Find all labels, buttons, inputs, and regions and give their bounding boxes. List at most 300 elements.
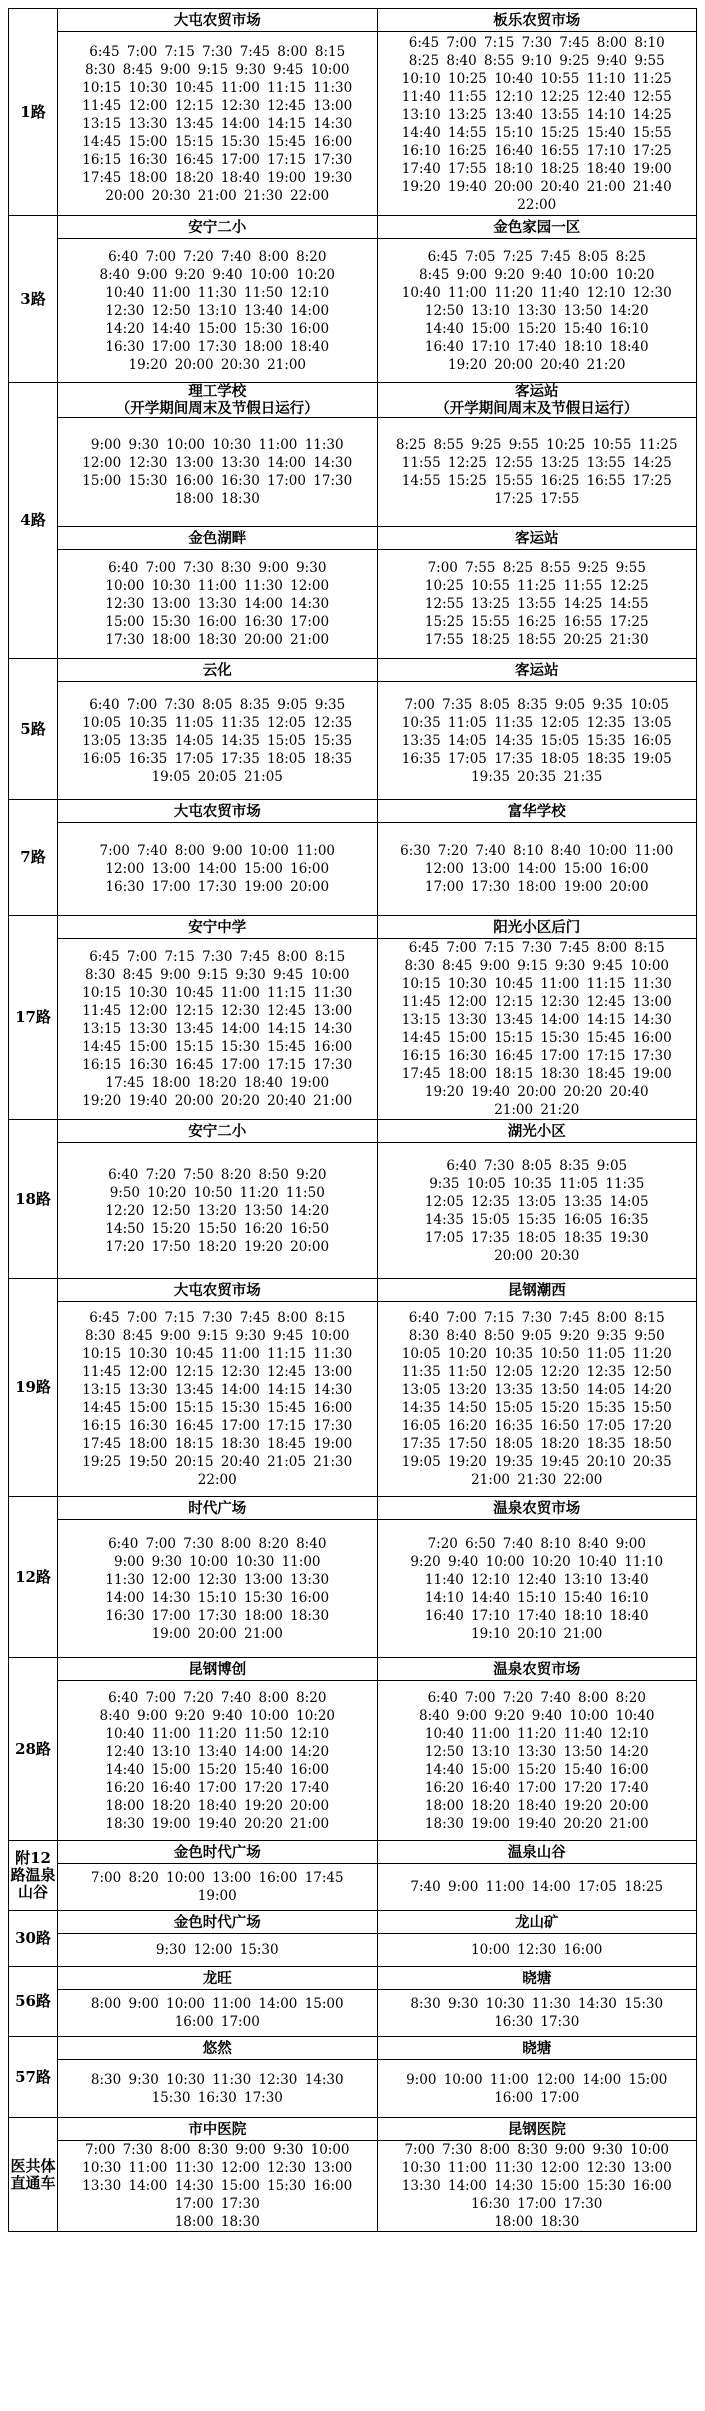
time-line: 13:15 13:30 13:45 14:00 14:15 14:30 (82, 115, 353, 132)
time-line: 18:00 18:30 (494, 2214, 580, 2230)
route-times-row (9, 239, 697, 383)
time-line: 18:00 18:30 (174, 491, 260, 507)
route-stop-row (9, 1497, 697, 1520)
time-line: 9:30 12:00 15:30 (155, 1942, 279, 1958)
route-label-4: 4路 (9, 383, 58, 659)
route-stop-row (9, 2037, 697, 2060)
route-label-f12: 附12路温泉山谷 (9, 1841, 58, 1911)
time-line: 7:00 7:30 8:00 8:30 9:00 9:30 10:00 (404, 2142, 670, 2158)
route-times-row (9, 1681, 697, 1841)
time-line: 16:15 16:30 16:45 17:00 17:15 17:30 (401, 1048, 672, 1064)
stop-name: 金色时代广场 (173, 1913, 261, 1931)
time-line: 11:30 12:00 12:30 13:00 13:30 (105, 1571, 330, 1588)
time-line: 6:45 7:00 7:15 7:30 7:45 8:00 8:15 (89, 949, 346, 965)
stop-name: 昆钢潮西 (507, 1281, 566, 1299)
time-line: 14:40 14:55 15:10 15:25 15:40 15:55 (401, 124, 672, 141)
time-line: 15:00 15:30 16:00 16:30 17:00 (105, 614, 330, 630)
time-line: 8:25 8:40 8:55 9:10 9:25 9:40 9:55 (408, 52, 665, 69)
route-stop-row (9, 800, 697, 823)
time-line: 17:00 17:30 (174, 2196, 260, 2212)
route-times-row (9, 939, 697, 1120)
time-line: 19:20 19:40 20:00 20:20 20:40 (424, 1084, 649, 1100)
time-line: 6:45 7:00 7:15 7:30 7:45 8:00 8:15 (89, 43, 346, 60)
departure-times-right (377, 682, 697, 800)
stop-name: 大屯农贸市场 (173, 11, 261, 29)
departure-times-left (58, 1520, 378, 1658)
route-times-row (9, 32, 697, 216)
time-line: 13:15 13:30 13:45 14:00 14:15 14:30 (82, 1382, 353, 1398)
time-line: 17:25 17:55 (494, 491, 580, 507)
stop-name-right (377, 2037, 697, 2060)
time-line: 20:00 20:30 (494, 1247, 580, 1264)
route-stop-row (9, 527, 697, 550)
time-line: 16:15 16:30 16:45 17:00 17:15 17:30 (82, 1057, 353, 1073)
stop-name: 客运站 (515, 383, 559, 400)
operation-note: （开学期间周末及节假日运行） (115, 400, 319, 417)
stop-name: 湖光小区 (507, 1122, 566, 1140)
time-line: 12:05 12:35 13:05 13:35 14:05 (424, 1193, 649, 1210)
time-line: 8:40 9:00 9:20 9:40 10:00 10:20 (99, 1707, 336, 1724)
route-times-row (9, 1302, 697, 1497)
time-line: 14:35 15:05 15:35 16:05 16:35 (424, 1211, 649, 1228)
route-times-row (9, 1990, 697, 2037)
stop-name: 理工学校 (188, 383, 247, 400)
route-stop-row (9, 1967, 697, 1990)
time-line: 13:05 13:20 13:35 13:50 14:05 14:20 (401, 1382, 672, 1398)
time-line: 17:05 17:35 18:05 18:35 19:30 (424, 1229, 649, 1246)
time-line: 16:40 17:10 17:40 18:10 18:40 (424, 338, 649, 355)
stop-name-right (377, 216, 697, 239)
time-line: 9:50 10:20 10:50 11:20 11:50 (109, 1184, 325, 1201)
departure-times-left (58, 2141, 378, 2232)
route-label-57: 57路 (9, 2037, 58, 2118)
time-line: 13:15 13:30 13:45 14:00 14:15 14:30 (82, 1021, 353, 1037)
route-times-row (9, 2141, 697, 2232)
time-line: 16:20 16:40 17:00 17:20 17:40 (105, 1779, 330, 1796)
time-line: 13:15 13:30 13:45 14:00 14:15 14:30 (401, 1012, 672, 1028)
departure-times-left (58, 1934, 378, 1967)
time-line: 8:30 8:45 9:00 9:15 9:30 9:45 10:00 (404, 958, 670, 974)
time-line: 10:40 11:00 11:30 11:50 12:10 (105, 284, 330, 301)
route-label-7: 7路 (9, 800, 58, 916)
time-line: 10:40 11:00 11:20 11:50 12:10 (105, 1725, 330, 1742)
stop-name-left (58, 1279, 378, 1302)
route-label-1: 1路 (9, 9, 58, 216)
stop-name: 晓塘 (522, 2039, 552, 2057)
time-line: 6:40 7:00 7:20 7:40 8:00 8:20 (108, 1689, 327, 1706)
time-line: 19:10 20:10 21:00 (471, 1625, 603, 1642)
time-line: 12:50 13:10 13:30 13:50 14:20 (424, 302, 649, 319)
stop-name: 晓塘 (522, 1969, 552, 1987)
stop-name: 阳光小区后门 (493, 918, 581, 936)
time-line: 14:45 15:00 15:15 15:30 15:45 16:00 (82, 1400, 353, 1416)
time-line: 10:15 10:30 10:45 11:00 11:15 11:30 (401, 976, 672, 992)
time-line: 10:40 11:00 11:20 11:40 12:10 (424, 1725, 649, 1742)
time-line: 17:40 17:55 18:10 18:25 18:40 19:00 (401, 160, 672, 177)
time-line: 8:00 9:00 10:00 11:00 14:00 15:00 (90, 1996, 344, 2012)
stop-name: 昆钢博创 (188, 1660, 247, 1678)
stop-name-left (58, 1497, 378, 1520)
time-line: 8:40 9:00 9:20 9:40 10:00 10:20 (99, 266, 336, 283)
time-line: 17:45 18:00 18:20 18:40 19:00 (105, 1075, 330, 1091)
route-stop-row (9, 2118, 697, 2141)
time-line: 12:00 12:30 13:00 13:30 14:00 14:30 (82, 455, 353, 471)
route-times-row (9, 1864, 697, 1911)
time-line: 22:00 (517, 196, 557, 213)
time-line: 16:20 16:40 17:00 17:20 17:40 (424, 1779, 649, 1796)
time-line: 9:00 10:00 11:00 12:00 14:00 15:00 (406, 2071, 668, 2088)
time-line: 7:00 8:20 10:00 13:00 16:00 17:45 (90, 1870, 344, 1886)
time-line: 6:45 7:05 7:25 7:45 8:05 8:25 (427, 248, 646, 265)
departure-times-left (58, 32, 378, 216)
route-stop-row (9, 1841, 697, 1864)
time-line: 10:25 10:55 11:25 11:55 12:25 (424, 578, 649, 594)
stop-name: 龙山矿 (515, 1913, 559, 1931)
route-label-18: 18路 (9, 1120, 58, 1279)
time-line: 19:20 19:40 20:00 20:20 20:40 21:00 (82, 1093, 353, 1109)
route-label-3: 3路 (9, 216, 58, 383)
time-line: 16:30 17:30 (494, 2014, 580, 2030)
time-line: 17:45 18:00 18:15 18:30 18:45 19:00 (401, 1066, 672, 1082)
route-times-row (9, 1934, 697, 1967)
time-line: 16:10 16:25 16:40 16:55 17:10 17:25 (401, 142, 672, 159)
time-line: 15:00 15:30 16:00 16:30 17:00 17:30 (82, 473, 353, 489)
stop-name-left (58, 1967, 378, 1990)
time-line: 10:00 12:30 16:00 (471, 1942, 603, 1958)
stop-name-left (58, 9, 378, 32)
time-line: 18:00 18:20 18:40 19:20 20:00 (424, 1797, 649, 1814)
departure-times-right (377, 939, 697, 1120)
stop-name: 客运站 (515, 529, 559, 547)
route-times-row (9, 1143, 697, 1279)
time-line: 10:35 11:05 11:35 12:05 12:35 13:05 (401, 714, 672, 731)
time-line: 6:40 7:00 7:30 8:30 9:00 9:30 (108, 560, 327, 576)
time-line: 16:15 16:30 16:45 17:00 17:15 17:30 (82, 1418, 353, 1434)
time-line: 7:00 7:55 8:25 8:55 9:25 9:55 (427, 560, 646, 576)
stop-name-right (377, 1658, 697, 1681)
time-line: 18:30 19:00 19:40 20:20 21:00 (105, 1815, 330, 1832)
stop-name-left (58, 1120, 378, 1143)
time-line: 13:35 14:05 14:35 15:05 15:35 16:05 (401, 732, 672, 749)
departure-times-left (58, 823, 378, 916)
departure-times-left (58, 2060, 378, 2118)
time-line: 13:05 13:35 14:05 14:35 15:05 15:35 (82, 732, 353, 749)
departure-times-left (58, 1864, 378, 1911)
time-line: 16:05 16:35 17:05 17:35 18:05 18:35 (82, 750, 353, 767)
time-line: 14:40 15:00 15:20 15:40 16:00 (105, 1761, 330, 1778)
departure-times-right (377, 1990, 697, 2037)
time-line: 17:45 18:00 18:20 18:40 19:00 19:30 (82, 169, 353, 186)
route-stop-row (9, 383, 697, 418)
time-line: 14:00 14:30 15:10 15:30 16:00 (105, 1589, 330, 1606)
time-line: 22:00 (197, 1472, 237, 1488)
route-stop-row (9, 1911, 697, 1934)
time-line: 7:40 9:00 11:00 14:00 17:05 18:25 (410, 1879, 664, 1895)
departure-times-right (377, 2060, 697, 2118)
stop-name: 温泉农贸市场 (493, 1499, 581, 1517)
stop-name-left (58, 216, 378, 239)
time-line: 11:45 12:00 12:15 12:30 12:45 13:00 (401, 994, 672, 1010)
time-line: 12:30 13:00 13:30 14:00 14:30 (105, 596, 330, 612)
time-line: 10:40 11:00 11:20 11:40 12:10 12:30 (401, 284, 672, 301)
time-line: 10:15 10:30 10:45 11:00 11:15 11:30 (82, 985, 353, 1001)
departure-times-right (377, 1302, 697, 1497)
time-line: 10:10 10:25 10:40 10:55 11:10 11:25 (401, 70, 672, 87)
time-line: 12:00 13:00 14:00 15:00 16:00 (424, 861, 649, 877)
time-line: 6:45 7:00 7:15 7:30 7:45 8:00 8:15 (89, 1310, 346, 1326)
time-line: 15:30 16:30 17:30 (151, 2089, 283, 2106)
time-line: 11:45 12:00 12:15 12:30 12:45 13:00 (82, 1364, 353, 1380)
stop-name-left (58, 1841, 378, 1864)
stop-name: 时代广场 (188, 1499, 247, 1517)
stop-name: 安宁二小 (188, 1122, 247, 1140)
time-line: 14:45 15:00 15:15 15:30 15:45 16:00 (82, 133, 353, 150)
time-line: 6:40 7:00 7:30 8:05 8:35 9:05 9:35 (89, 696, 346, 713)
stop-name: 富华学校 (507, 802, 566, 820)
stop-name: 金色家园一区 (493, 218, 581, 236)
time-line: 14:50 15:20 15:50 16:20 16:50 (105, 1220, 330, 1237)
time-line: 16:15 16:30 16:45 17:00 17:15 17:30 (82, 151, 353, 168)
time-line: 14:45 15:00 15:15 15:30 15:45 16:00 (401, 1030, 672, 1046)
route-stop-row (9, 916, 697, 939)
time-line: 9:00 9:30 10:00 10:30 11:00 (113, 1553, 321, 1570)
departure-times-left (58, 550, 378, 659)
time-line: 12:30 12:50 13:10 13:40 14:00 (105, 302, 330, 319)
time-line: 19:20 20:00 20:30 21:00 (128, 356, 306, 373)
stop-name: 板乐农贸市场 (493, 11, 581, 29)
time-line: 10:05 10:35 11:05 11:35 12:05 12:35 (82, 714, 353, 731)
time-line: 17:35 17:50 18:05 18:20 18:35 18:50 (401, 1436, 672, 1452)
stop-name-right (377, 1497, 697, 1520)
time-line: 11:55 12:25 12:55 13:25 13:55 14:25 (401, 455, 672, 471)
time-line: 10:00 10:30 11:00 11:30 12:00 (105, 578, 330, 594)
time-line: 6:40 7:00 7:20 7:40 8:00 8:20 (108, 248, 327, 265)
time-line: 8:30 9:30 10:30 11:30 12:30 14:30 (90, 2071, 344, 2088)
time-line: 14:20 14:40 15:00 15:30 16:00 (105, 320, 330, 337)
time-line: 17:30 18:00 18:30 20:00 21:00 (105, 632, 330, 648)
time-line: 16:30 17:00 17:30 (471, 2196, 603, 2212)
time-line: 16:30 17:00 17:30 18:00 18:40 (105, 338, 330, 355)
route-stop-row (9, 9, 697, 32)
stop-name-right (377, 916, 697, 939)
route-stop-row (9, 216, 697, 239)
departure-times-right (377, 239, 697, 383)
departure-times-left (58, 1143, 378, 1279)
time-line: 21:00 21:30 22:00 (471, 1472, 603, 1488)
departure-times-right (377, 823, 697, 916)
departure-times-right (377, 1520, 697, 1658)
time-line: 7:00 7:30 8:00 8:30 9:00 9:30 10:00 (84, 2142, 350, 2158)
departure-times-left (58, 1681, 378, 1841)
stop-name: 安宁中学 (188, 918, 247, 936)
stop-name-right (377, 1279, 697, 1302)
departure-times-right (377, 1864, 697, 1911)
time-line: 10:30 11:00 11:30 12:00 12:30 13:00 (401, 2160, 672, 2176)
stop-name-left (58, 1911, 378, 1934)
time-line: 8:30 9:30 10:30 11:30 14:30 15:30 (410, 1996, 664, 2012)
operation-note: （开学期间周末及节假日运行） (435, 400, 639, 417)
route-label-19: 19路 (9, 1279, 58, 1497)
bus-timetable (8, 8, 697, 2232)
time-line: 19:00 (197, 1888, 237, 1904)
stop-name-right (377, 1967, 697, 1990)
time-line: 8:25 8:55 9:25 9:55 10:25 10:55 11:25 (395, 437, 678, 453)
time-line: 11:45 12:00 12:15 12:30 12:45 13:00 (82, 1003, 353, 1019)
time-line: 7:00 7:40 8:00 9:00 10:00 11:00 (99, 843, 336, 859)
time-line: 11:40 12:10 12:40 13:10 13:40 (424, 1571, 649, 1588)
stop-name-left (58, 2037, 378, 2060)
time-line: 10:15 10:30 10:45 11:00 11:15 11:30 (82, 79, 353, 96)
route-stop-row (9, 1279, 697, 1302)
time-line: 7:20 6:50 7:40 8:10 8:40 9:00 (427, 1535, 646, 1552)
time-line: 16:05 16:20 16:35 16:50 17:05 17:20 (401, 1418, 672, 1434)
departure-times-left (58, 418, 378, 527)
stop-name: 金色湖畔 (188, 529, 247, 547)
stop-name: 悠然 (202, 2039, 232, 2057)
time-line: 8:30 8:45 9:00 9:15 9:30 9:45 10:00 (84, 61, 350, 78)
stop-name-left (58, 800, 378, 823)
departure-times-right (377, 418, 697, 527)
time-line: 6:40 7:20 7:50 8:20 8:50 9:20 (108, 1166, 327, 1183)
departure-times-left (58, 1302, 378, 1497)
time-line: 8:30 8:45 9:00 9:15 9:30 9:45 10:00 (84, 1328, 350, 1344)
route-label-yg: 医共体直通车 (9, 2118, 58, 2232)
stop-name: 大屯农贸市场 (173, 802, 261, 820)
departure-times-right (377, 2141, 697, 2232)
stop-name-right (377, 1911, 697, 1934)
time-line: 14:45 15:00 15:15 15:30 15:45 16:00 (82, 1039, 353, 1055)
stop-name-right (377, 800, 697, 823)
time-line: 6:40 7:00 7:20 7:40 8:00 8:20 (427, 1689, 646, 1706)
stop-name-right (377, 2118, 697, 2141)
route-times-row (9, 550, 697, 659)
time-line: 8:30 8:45 9:00 9:15 9:30 9:45 10:00 (84, 967, 350, 983)
departure-times-right (377, 1681, 697, 1841)
time-line: 9:20 9:40 10:00 10:20 10:40 11:10 (410, 1553, 664, 1570)
time-line: 11:35 11:50 12:05 12:20 12:35 12:50 (401, 1364, 672, 1380)
time-line: 11:45 12:00 12:15 12:30 12:45 13:00 (82, 97, 353, 114)
time-line: 14:55 15:25 15:55 16:25 16:55 17:25 (401, 473, 672, 489)
time-line: 10:05 10:20 10:35 10:50 11:05 11:20 (401, 1346, 672, 1362)
time-line: 11:40 11:55 12:10 12:25 12:40 12:55 (401, 88, 672, 105)
stop-name-right (377, 1120, 697, 1143)
departure-times-left (58, 682, 378, 800)
time-line: 14:35 14:50 15:05 15:20 15:35 15:50 (401, 1400, 672, 1416)
time-line: 7:00 7:35 8:05 8:35 9:05 9:35 10:05 (404, 696, 670, 713)
stop-name: 温泉农贸市场 (493, 1660, 581, 1678)
time-line: 13:10 13:25 13:40 13:55 14:10 14:25 (401, 106, 672, 123)
route-times-row (9, 823, 697, 916)
time-line: 6:45 7:00 7:15 7:30 7:45 8:00 8:15 (408, 940, 665, 956)
stop-name-left (58, 659, 378, 682)
stop-name-right (377, 1841, 697, 1864)
route-label-28: 28路 (9, 1658, 58, 1841)
time-line: 17:55 18:25 18:55 20:25 21:30 (424, 632, 649, 648)
time-line: 17:00 17:30 18:00 19:00 20:00 (424, 879, 649, 895)
stop-name-right (377, 659, 697, 682)
time-line: 10:15 10:30 10:45 11:00 11:15 11:30 (82, 1346, 353, 1362)
stop-name-left (58, 383, 378, 418)
time-line: 19:20 19:40 20:00 20:40 21:00 21:40 (401, 178, 672, 195)
stop-name-left (58, 1658, 378, 1681)
time-line: 9:00 9:30 10:00 10:30 11:00 11:30 (90, 437, 344, 453)
time-line: 16:00 17:00 (494, 2089, 580, 2106)
stop-name: 龙旺 (202, 1969, 232, 1987)
route-label-12: 12路 (9, 1497, 58, 1658)
route-stop-row (9, 1120, 697, 1143)
time-line: 15:25 15:55 16:25 16:55 17:25 (424, 614, 649, 630)
route-times-row (9, 1520, 697, 1658)
time-line: 16:40 17:10 17:40 18:10 18:40 (424, 1607, 649, 1624)
stop-name-right (377, 527, 697, 550)
stop-name: 金色时代广场 (173, 1843, 261, 1861)
time-line: 8:45 9:00 9:20 9:40 10:00 10:20 (418, 266, 655, 283)
time-line: 19:05 20:05 21:05 (151, 768, 283, 785)
time-line: 19:20 20:00 20:40 21:20 (448, 356, 626, 373)
stop-name: 市中医院 (188, 2120, 247, 2138)
time-line: 20:00 20:30 21:00 21:30 22:00 (105, 187, 330, 204)
stop-name-left (58, 527, 378, 550)
departure-times-right (377, 1934, 697, 1967)
route-label-5: 5路 (9, 659, 58, 800)
stop-name: 安宁二小 (188, 218, 247, 236)
time-line: 19:35 20:35 21:35 (471, 768, 603, 785)
time-line: 16:30 17:00 17:30 18:00 18:30 (105, 1607, 330, 1624)
time-line: 14:40 15:00 15:20 15:40 16:00 (424, 1761, 649, 1778)
route-stop-row (9, 1658, 697, 1681)
time-line: 8:40 9:00 9:20 9:40 10:00 10:40 (418, 1707, 655, 1724)
time-line: 16:00 17:00 (174, 2014, 260, 2030)
time-line: 21:00 21:20 (494, 1102, 580, 1118)
time-line: 14:40 15:00 15:20 15:40 16:10 (424, 320, 649, 337)
route-times-row (9, 2060, 697, 2118)
time-line: 12:55 13:25 13:55 14:25 14:55 (424, 596, 649, 612)
route-label-17: 17路 (9, 916, 58, 1120)
time-line: 19:25 19:50 20:15 20:40 21:05 21:30 (82, 1454, 353, 1470)
time-line: 16:35 17:05 17:35 18:05 18:35 19:05 (401, 750, 672, 767)
stop-name-left (58, 916, 378, 939)
stop-name: 温泉山谷 (507, 1843, 566, 1861)
time-line: 10:30 11:00 11:30 12:00 12:30 13:00 (82, 2160, 353, 2176)
time-line: 16:30 17:00 17:30 19:00 20:00 (105, 879, 330, 895)
stop-name-right (377, 9, 697, 32)
time-line: 17:45 18:00 18:15 18:30 18:45 19:00 (82, 1436, 353, 1452)
time-line: 12:50 13:10 13:30 13:50 14:20 (424, 1743, 649, 1760)
time-line: 18:00 18:20 18:40 19:20 20:00 (105, 1797, 330, 1814)
time-line: 13:30 14:00 14:30 15:00 15:30 16:00 (401, 2178, 672, 2194)
stop-name: 大屯农贸市场 (173, 1281, 261, 1299)
stop-name: 昆钢医院 (507, 2120, 566, 2138)
time-line: 18:00 18:30 (174, 2214, 260, 2230)
route-times-row (9, 682, 697, 800)
stop-name: 客运站 (515, 661, 559, 679)
route-label-56: 56路 (9, 1967, 58, 2037)
time-line: 6:30 7:20 7:40 8:10 8:40 10:00 11:00 (400, 843, 674, 859)
departure-times-left (58, 939, 378, 1120)
departure-times-right (377, 1143, 697, 1279)
time-line: 6:40 7:00 7:30 8:00 8:20 8:40 (108, 1535, 327, 1552)
time-line: 8:30 8:40 8:50 9:05 9:20 9:35 9:50 (408, 1328, 665, 1344)
departure-times-right (377, 550, 697, 659)
time-line: 14:10 14:40 15:10 15:40 16:10 (424, 1589, 649, 1606)
time-line: 18:30 19:00 19:40 20:20 21:00 (424, 1815, 649, 1832)
time-line: 6:45 7:00 7:15 7:30 7:45 8:00 8:10 (408, 34, 665, 51)
time-line: 13:30 14:00 14:30 15:00 15:30 16:00 (82, 2178, 353, 2194)
time-line: 6:40 7:30 8:05 8:35 9:05 (446, 1157, 628, 1174)
departure-times-left (58, 1990, 378, 2037)
route-stop-row (9, 659, 697, 682)
stop-name: 云化 (202, 661, 232, 679)
